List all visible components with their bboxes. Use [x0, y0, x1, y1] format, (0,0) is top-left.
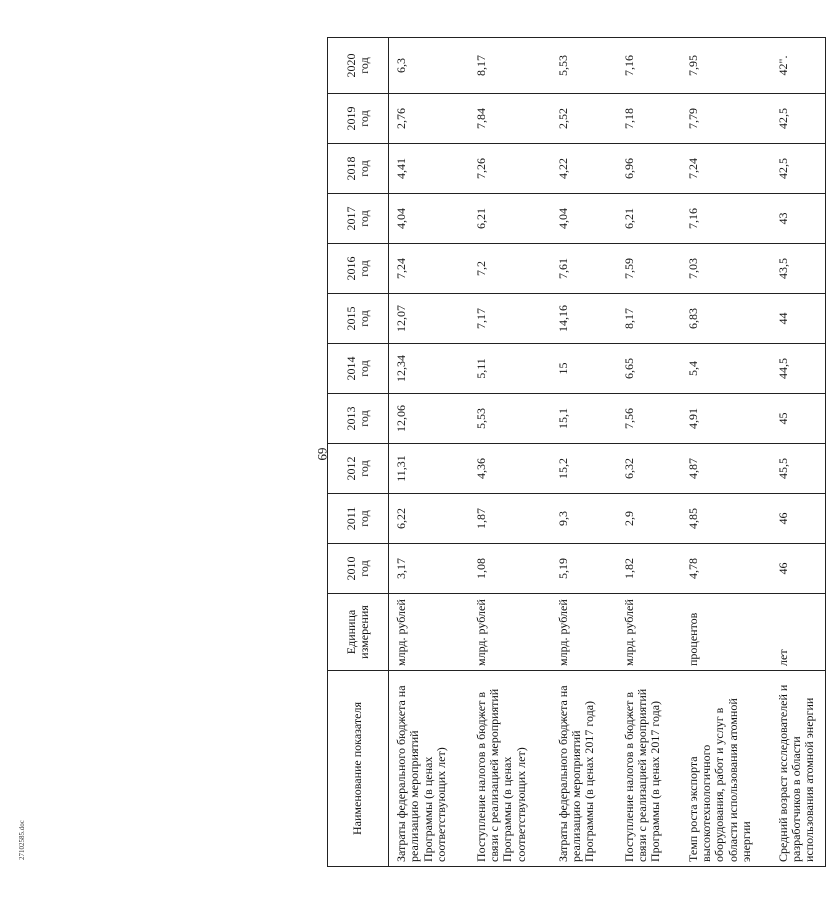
header-name: Наименование показателя	[328, 671, 389, 867]
value-cell: 7,24	[389, 244, 469, 294]
table-row	[771, 38, 826, 867]
indicator-unit: млрд. рублей	[617, 594, 681, 671]
header-year	[328, 144, 389, 194]
value-cell: 6,32	[617, 444, 681, 494]
value-cell: 1,08	[469, 544, 551, 594]
value-cell: 6,96	[617, 144, 681, 194]
header-year	[328, 444, 389, 494]
value-cell: 12,07	[389, 294, 469, 344]
header-year	[328, 544, 389, 594]
value-cell: 6,3	[389, 38, 469, 94]
value-cell: 7,56	[617, 394, 681, 444]
value-cell: 6,65	[617, 344, 681, 394]
value-cell: 5,4	[681, 344, 771, 394]
header-year-number: 2010	[343, 556, 358, 581]
indicator-unit: процентов	[681, 594, 771, 671]
value-cell: 4,91	[681, 394, 771, 444]
value-cell: 7,18	[617, 94, 681, 144]
table-row	[617, 38, 681, 867]
header-year-suffix: год	[357, 360, 371, 377]
indicator-unit: млрд. рублей	[551, 594, 617, 671]
header-year	[328, 394, 389, 444]
header-year-number: 2012	[343, 456, 358, 481]
value-cell: 2,9	[617, 494, 681, 544]
header-year-suffix: год	[357, 110, 371, 127]
header-year-number: 2020	[343, 53, 358, 78]
value-cell: 5,53	[551, 38, 617, 94]
indicator-unit: лет	[771, 594, 826, 671]
value-cell: 7,16	[681, 194, 771, 244]
page-number: 69	[315, 447, 330, 461]
header-year-number: 2016	[343, 256, 358, 281]
value-cell: 15,1	[551, 394, 617, 444]
header-year	[328, 244, 389, 294]
value-cell: 4,78	[681, 544, 771, 594]
indicator-unit: млрд. рублей	[389, 594, 469, 671]
value-cell: 5,19	[551, 544, 617, 594]
table-row	[681, 38, 771, 867]
value-cell: 4,41	[389, 144, 469, 194]
header-year-suffix: год	[357, 510, 371, 527]
value-cell: 1,87	[469, 494, 551, 544]
header-year-suffix: год	[357, 57, 371, 74]
header-year-number: 2015	[343, 306, 358, 331]
value-cell: 2,52	[551, 94, 617, 144]
value-cell: 42,5	[771, 144, 826, 194]
value-cell: 12,06	[389, 394, 469, 444]
table-row	[469, 38, 551, 867]
header-year	[328, 344, 389, 394]
value-cell: 2,76	[389, 94, 469, 144]
header-year-number: 2011	[343, 506, 358, 531]
value-cell: 42,5	[771, 94, 826, 144]
header-year-suffix: год	[357, 260, 371, 277]
header-year-number: 2014	[343, 356, 358, 381]
indicator-name: Затраты федерального бюджета на реализацию мероприятий Программы (в ценах 2017 года)	[551, 671, 617, 867]
value-cell: 15,2	[551, 444, 617, 494]
header-year	[328, 494, 389, 544]
value-cell: 46	[771, 494, 826, 544]
indicators-table	[327, 37, 826, 867]
value-cell: 6,21	[617, 194, 681, 244]
value-cell: 6,83	[681, 294, 771, 344]
value-cell: 7,84	[469, 94, 551, 144]
value-cell: 43,5	[771, 244, 826, 294]
value-cell: 4,04	[551, 194, 617, 244]
value-cell: 6,22	[389, 494, 469, 544]
value-cell: 14,16	[551, 294, 617, 344]
header-year	[328, 294, 389, 344]
indicator-name: Поступление налогов в бюджет в связи с реализацией мероприятий Программы (в ценах 2017 года)	[617, 671, 681, 867]
value-cell: 4,22	[551, 144, 617, 194]
value-cell: 7,2	[469, 244, 551, 294]
value-cell: 7,26	[469, 144, 551, 194]
header-year-suffix: год	[357, 460, 371, 477]
value-cell: 1,82	[617, 544, 681, 594]
value-cell: 46	[771, 544, 826, 594]
value-cell: 5,11	[469, 344, 551, 394]
header-year-suffix: год	[357, 210, 371, 227]
value-cell: 9,3	[551, 494, 617, 544]
header-year-number: 2019	[343, 106, 358, 131]
footer-filename: 27102585.doc	[18, 820, 26, 860]
value-cell: 6,21	[469, 194, 551, 244]
value-cell: 7,59	[617, 244, 681, 294]
value-cell: 15	[551, 344, 617, 394]
header-year	[328, 38, 389, 94]
header-row	[328, 38, 389, 867]
indicator-name: Затраты федерального бюджета на реализацию мероприятий Программы (в ценах соответствующих лет)	[389, 671, 469, 867]
header-year	[328, 94, 389, 144]
table-row	[551, 38, 617, 867]
header-year-number: 2017	[343, 206, 358, 231]
indicator-name: Средний возраст исследователей и разработчиков в области использования атомной энергии	[771, 671, 826, 867]
value-cell: 4,85	[681, 494, 771, 544]
value-cell: 3,17	[389, 544, 469, 594]
header-year	[328, 194, 389, 244]
value-cell: 44	[771, 294, 826, 344]
header-year-suffix: год	[357, 160, 371, 177]
value-cell: 4,04	[389, 194, 469, 244]
header-unit: Единица измерения	[328, 594, 389, 671]
value-cell: 4,36	[469, 444, 551, 494]
header-year-suffix: год	[357, 310, 371, 327]
value-cell: 42".	[771, 38, 826, 94]
rotated-table-container	[327, 38, 820, 867]
value-cell: 7,61	[551, 244, 617, 294]
header-year-suffix: год	[357, 560, 371, 577]
header-year-suffix: год	[357, 410, 371, 427]
value-cell: 7,16	[617, 38, 681, 94]
value-cell: 7,03	[681, 244, 771, 294]
value-cell: 45,5	[771, 444, 826, 494]
indicator-unit: млрд. рублей	[469, 594, 551, 671]
value-cell: 7,95	[681, 38, 771, 94]
value-cell: 7,24	[681, 144, 771, 194]
value-cell: 5,53	[469, 394, 551, 444]
value-cell: 45	[771, 394, 826, 444]
header-year-number: 2013	[343, 406, 358, 431]
indicator-name: Поступление налогов в бюджет в связи с реализацией мероприятий Программы (в ценах соответствующих лет)	[469, 671, 551, 867]
value-cell: 7,17	[469, 294, 551, 344]
table-row	[389, 38, 469, 867]
value-cell: 44,5	[771, 344, 826, 394]
value-cell: 8,17	[617, 294, 681, 344]
header-year-number: 2018	[343, 156, 358, 181]
value-cell: 4,87	[681, 444, 771, 494]
value-cell: 12,34	[389, 344, 469, 394]
value-cell: 43	[771, 194, 826, 244]
value-cell: 8,17	[469, 38, 551, 94]
value-cell: 7,79	[681, 94, 771, 144]
value-cell: 11,31	[389, 444, 469, 494]
indicator-name: Темп роста экспорта высокотехнологичного оборудования, работ и услуг в области использования атомной энергии	[681, 671, 771, 867]
